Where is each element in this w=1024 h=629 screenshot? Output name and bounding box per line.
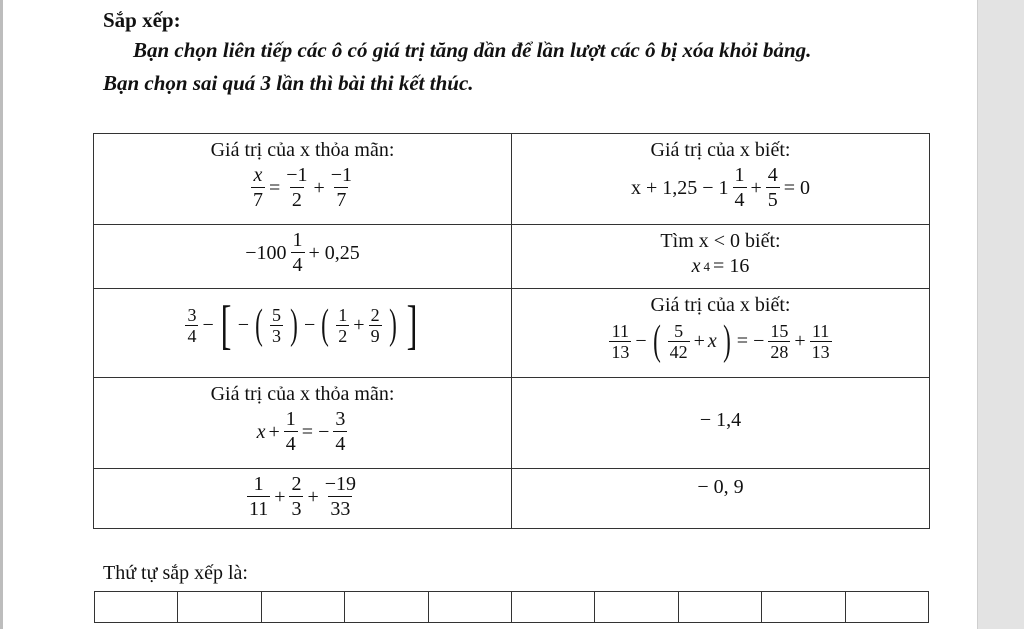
answer-slot[interactable] bbox=[512, 592, 595, 622]
cell-caption: Giá trị của x thỏa mãn: bbox=[210, 383, 395, 405]
cell-caption: Giá trị của x biết: bbox=[650, 139, 791, 161]
cell-r2c1[interactable] bbox=[94, 225, 512, 289]
cell-r3c1[interactable] bbox=[94, 289, 512, 378]
answer-slot[interactable] bbox=[262, 592, 345, 622]
cell-r3c2[interactable] bbox=[512, 289, 930, 378]
window-edge-left bbox=[0, 0, 3, 629]
answer-slot[interactable] bbox=[345, 592, 428, 622]
answer-slot[interactable] bbox=[595, 592, 678, 622]
answer-slot[interactable] bbox=[429, 592, 512, 622]
cell-expression: $\frac{1}{11}$ + $\frac{2}{3}$ + $\frac{-19}{33}$ bbox=[248, 473, 357, 520]
cell-r4c2[interactable] bbox=[512, 378, 930, 469]
cell-expression: $\frac{3}{4}$ − [ − ( $\frac{5}{3}$ ) − ( $\frac{1}{2}$ + $\frac{2}{9}$ ) ] bbox=[187, 295, 417, 355]
order-label: Thứ tự sắp xếp là: bbox=[103, 562, 248, 584]
table-row bbox=[94, 378, 930, 469]
cell-caption: Tìm x < 0 biết: bbox=[660, 230, 781, 252]
expression-table bbox=[93, 133, 930, 529]
cell-expression: −100 $\frac{1}{4}$ + 0,25 bbox=[245, 229, 360, 276]
answer-slot[interactable] bbox=[95, 592, 178, 622]
cell-expression: $\frac{11}{13}$ − ( $\frac{5}{42}$ + x ) = − $\frac{15}{28}$ + $\frac{11}{13}$ bbox=[611, 318, 830, 364]
cell-caption: Giá trị của x biết: bbox=[650, 294, 791, 316]
cell-caption: Giá trị của x thỏa mãn: bbox=[210, 139, 395, 161]
cell-expression: x + 1,25 − 1 $\frac{1}{4}$ + $\frac{4}{5}$ = 0 bbox=[630, 164, 811, 211]
heading: Sắp xếp: bbox=[103, 8, 181, 32]
cell-r2c2[interactable] bbox=[512, 225, 930, 289]
answer-slots bbox=[94, 591, 929, 623]
cell-expression: $\frac{x}{7}$ = $\frac{-1}{2}$ + $\frac{-1}{7}$ bbox=[252, 164, 353, 211]
cell-value: − 1,4 bbox=[699, 409, 742, 431]
cell-r1c2[interactable] bbox=[512, 134, 930, 225]
table-row bbox=[94, 289, 930, 378]
scroll-area-right[interactable] bbox=[977, 0, 1024, 629]
answer-slot[interactable] bbox=[846, 592, 928, 622]
answer-slot[interactable] bbox=[178, 592, 261, 622]
cell-r5c2[interactable] bbox=[512, 469, 930, 529]
cell-r4c1[interactable] bbox=[94, 378, 512, 469]
instruction-line-2: Bạn chọn sai quá 3 lần thì bài thi kết thúc. bbox=[103, 71, 474, 95]
instruction-line-1: Bạn chọn liên tiếp các ô có giá trị tăng dần để lần lượt các ô bị xóa khỏi bảng. bbox=[133, 38, 812, 62]
cell-r5c1[interactable] bbox=[94, 469, 512, 529]
table-row bbox=[94, 134, 930, 225]
answer-slot[interactable] bbox=[679, 592, 762, 622]
cell-r1c1[interactable] bbox=[94, 134, 512, 225]
cell-expression: x 4 = 16 bbox=[691, 255, 750, 277]
cell-value: − 0, 9 bbox=[697, 476, 744, 498]
cell-expression: x + $\frac{1}{4}$ = − $\frac{3}{4}$ bbox=[256, 408, 346, 455]
answer-slot[interactable] bbox=[762, 592, 845, 622]
table-row bbox=[94, 469, 930, 529]
table-row bbox=[94, 225, 930, 289]
